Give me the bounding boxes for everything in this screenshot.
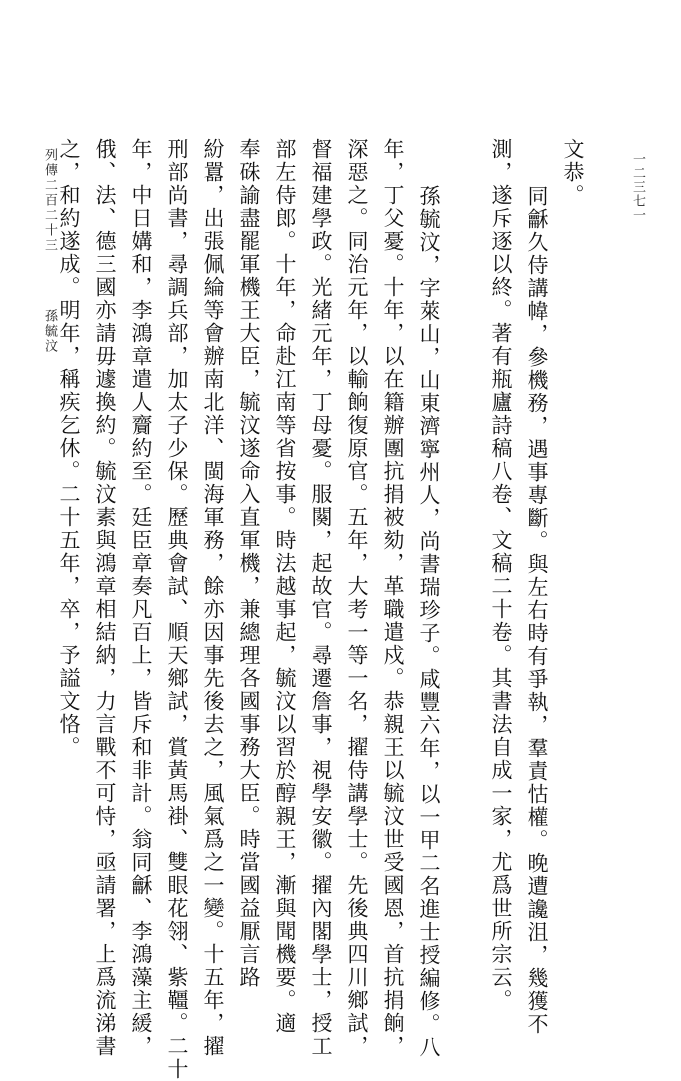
footer-section: 列傳二百二十三 bbox=[42, 148, 57, 253]
text-column-3: 測，遂斥逐以終。著有瓶廬詩稿八卷、文稿二十卷。其書法自成一家，尤爲世所宗云。 bbox=[489, 138, 513, 1012]
footer-name: 孫毓汶 bbox=[42, 309, 57, 354]
text-column-11: 紛囂，出張佩綸等會辦南北洋、閩海軍務，餘亦因事先後去之，風氣爲之一變。十五年，擢 bbox=[201, 138, 225, 1058]
text-column-6: 年，丁父憂。十年，以在籍辦團抗捐被劾，革職遣戍。恭親王以毓汶世受國恩，首抗捐餉， bbox=[381, 138, 405, 1058]
text-column-5: 孫毓汶，字萊山，山東濟寧州人，尚書瑞珍子。咸豐六年，以一甲二名進士授編修。八 bbox=[417, 185, 441, 1059]
text-column-9: 部左侍郎。十年，命赴江南等省按事。時法越事起，毓汶以習於醇親王，漸與聞機要。適 bbox=[273, 138, 297, 1035]
text-column-12: 刑部尚書，尋調兵部，加太子少保。歷典會試、順天鄉試，賞黃馬褂、雙眼花翎、紫韁。二十 bbox=[165, 138, 189, 1081]
text-column-2: 同龢久侍講幃，參機務，遇事專斷。與左右時有爭執，羣責怙權。晚遭讒沮，幾獲不 bbox=[525, 185, 549, 1036]
text-column-13: 年，中日媾和，李鴻章遣人齎約至。廷臣章奏凡百上，皆斥和非計。翁同龢、李鴻藻主緩， bbox=[129, 138, 153, 1058]
text-column-15: 之，和約遂成。明年，稱疾乞休。二十五年，卒，予謚文恪。 bbox=[57, 138, 81, 759]
text-column-14: 俄、法、德三國亦請毋遽換約。毓汶素與鴻章相結納，力言戰不可恃，亟請署，上爲流涕書 bbox=[93, 138, 117, 1058]
text-column-10: 奉硃諭盡罷軍機王大臣，毓汶遂命入直軍機，兼總理各國事務大臣。時當國益厭言路 bbox=[237, 138, 261, 989]
text-column-1: 文恭。 bbox=[561, 138, 585, 207]
running-footer bbox=[40, 148, 59, 354]
text-column-7: 深惡之。同治元年，以輸餉復原官。五年，大考一等一名，擢侍講學士。先後典四川鄉試， bbox=[345, 138, 369, 1058]
page-number: 一二三七一 bbox=[630, 152, 645, 222]
text-column-8: 督福建學政。光緒元年，丁母憂。服闋，起故官。尋遷詹事，視學安徽。擢內閣學士，授工 bbox=[309, 138, 333, 1058]
